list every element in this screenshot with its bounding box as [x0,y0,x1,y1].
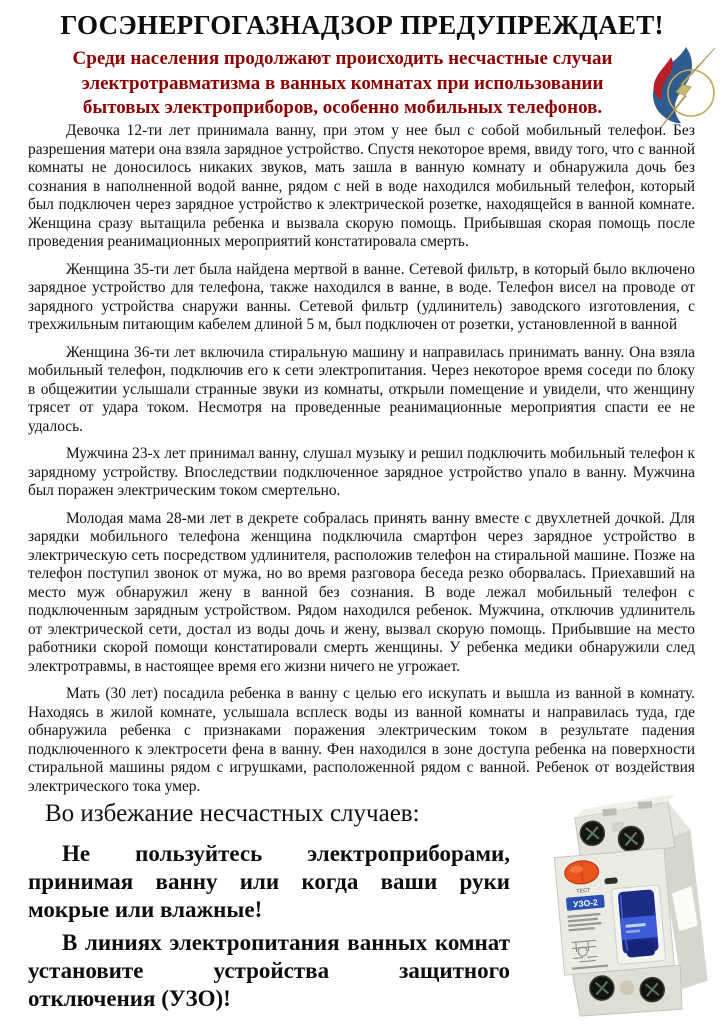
page-title: ГОСЭНЕРГОГАЗНАДЗОР ПРЕДУПРЕЖДАЕТ! [60,10,664,40]
safety-recommendations [28,840,510,1018]
body-paragraph: Женщина 35-ти лет была найдена мертвой в ванне. Сетевой фильтр, в который было включено зарядное устройство для телефона, также находился в ванне, в воде. Телефон висел на проводе от зарядного устройства снаружи ванны. Сетевой фильтр (удлинитель) заводского изготовления, с трехжильным питающим кабелем длиной 5 м, был подключен от розетки, установленной в ванной [28,260,695,333]
warning-text: Не пользуйтесь электроприборами, принимая ванну или когда ваши руки мокрые или влажные! [28,841,510,922]
subtitle-warning-text: Среди населения продолжают происходить несчастные случаи электротравматизма в ванных комнатах при использовании бытовых электроприборов, особенно мобильных телефонов. [72,48,613,119]
body-paragraph: Девочка 12-ти лет принимала ванну, при этом у нее был с собой мобильный телефон. Без разрешения матери она взяла зарядное устройство. Спустя некоторое время, ввиду того, что с ванной комнаты не доносилось никаких звуков, мать зашла в ванную комнату и обнаружила дочь без сознания в наполненной водой ванне, рядом с ней в воде находился мобильный телефон, который был подключен через зарядное устройство к электрической розетке, находящейся в ванной комнате. Женщина сразу вытащила ребенка и вызвала скорую помощь. Прибывшая скорая помощь после проведения реанимационных мероприятий констатировала смерть. [28,122,695,250]
device-test-label: ТЕСТ [576,887,591,895]
device-model-label: УЗО-2 [572,897,599,910]
body-paragraph: Женщина 36-ти лет включила стиральную машину и направилась принимать ванну. Она взяла мобильный телефон, подключив его к сети электропитания. Через некоторое время соседи по блоку в общежитии услышали странные звуки из комнаты, открыли помещение и увидели, что женщину трясет от удара током. Несмотря на проведенные реанимационные мероприятия спасти ее не удалось. [28,343,695,435]
warning-text: В линиях электропитания ванных комнат установите устройства защитного отключения (УЗО)! [28,930,510,1011]
body-paragraph: Молодая мама 28-ми лет в декрете собралась принять ванну вместе с двухлетней дочкой. Для зарядки мобильного телефона женщина подключила смартфон через зарядное устройство в электрическую сеть посредством удлинителя, расположив телефон на стиральной машине. Позже на телефон поступил звонок от мужа, но во время разговора беседа резко оборвалась. Приехавший на место муж обнаружил жену в ванной без сознания. В воде лежал мобильный телефон с подключенным зарядным устройством. Рядом находился ребенок. Мужчина, отключив удлинитель от электрической сети, достал из воды дочь и жену, вызвал скорую помощь. Прибывшие на место работники скорой помощи констатировали смерть женщины. У ребенка медики обнаружили след электротравмы, в настоящее время его жизни ничего не угрожает. [28,509,695,675]
body-paragraph: Мужчина 23-х лет принимал ванну, слушал музыку и решил подключить мобильный телефон к зарядному устройству. Впоследствии подключенное зарядное устройство упало в ванну. Мужчина был поражен электрическим током смертельно. [28,445,695,499]
footer-heading: Во избежание несчастных случаев: [45,800,420,827]
rcd-device-photo [527,792,717,1024]
incident-paragraphs [28,122,695,805]
body-paragraph: Мать (30 лет) посадила ребенка в ванну с целью его искупать и вышла из ванной в комнату. Находясь в жилой комнате, услышала всплеск воды из ванной комнаты и направилась туда, где обнаружила ребенка с признаками поражения электрическим током в результате падения подключенного к электросети фена в ванну. Фен находился в зоне доступа ребенка на поверхности стиральной машины рядом с игрушками, расположенной рядом с ванной. Ребенок от воздействия электрического тока умер. [28,685,695,795]
